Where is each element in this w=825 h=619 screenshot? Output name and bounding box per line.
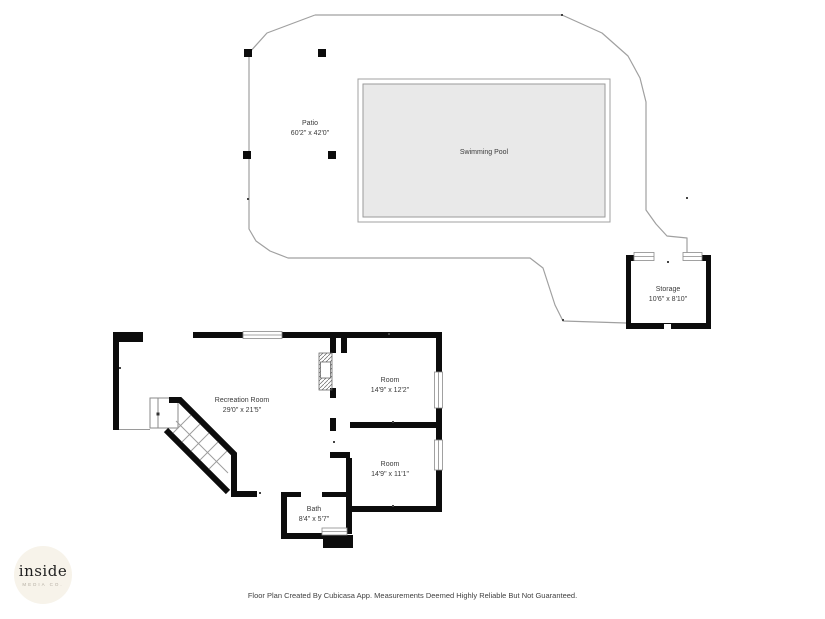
- bath-label: Bath: [306, 506, 322, 513]
- patio-dimensions: 60'2" x 42'0": [290, 130, 330, 137]
- storage-label: Storage: [655, 286, 681, 293]
- room2-dimensions: 14'9" x 11'1": [371, 471, 409, 478]
- room1-dimensions: 14'9" x 12'2": [370, 387, 410, 394]
- storage-dimensions: 10'6" x 8'10": [648, 296, 688, 303]
- recreation-room-label: Recreation Room: [214, 397, 270, 404]
- storage-window: [634, 253, 654, 261]
- bath-window: [322, 528, 347, 535]
- patio-posts: [243, 49, 336, 159]
- storage-window-2: [683, 253, 702, 261]
- swimming-pool: [358, 79, 610, 222]
- disclaimer-text: Floor Plan Created By Cubicasa App. Measurements Deemed Highly Reliable But Not Guaranteed.: [247, 591, 578, 600]
- fireplace-hatch: [319, 353, 332, 390]
- room2-label: Room: [380, 461, 400, 468]
- room-labels: [215, 377, 410, 523]
- room1-window: [435, 372, 443, 408]
- room2-window: [435, 440, 443, 470]
- recreation-room-dimensions: 29'0" x 21'5": [222, 407, 262, 414]
- storage-door-notch: [664, 324, 671, 329]
- bath-dimensions: 8'4" x 5'7": [298, 516, 330, 523]
- logo-subtext: MEDIA CO.: [22, 581, 64, 587]
- main-floor-walls: [113, 332, 442, 548]
- logo-text: inside: [18, 561, 68, 580]
- pool-label: Swimming Pool: [459, 149, 509, 156]
- storage-room: [626, 253, 711, 330]
- rec-room-top-window: [243, 332, 282, 339]
- room1-label: Room: [380, 377, 400, 384]
- patio-label: Patio: [302, 120, 318, 127]
